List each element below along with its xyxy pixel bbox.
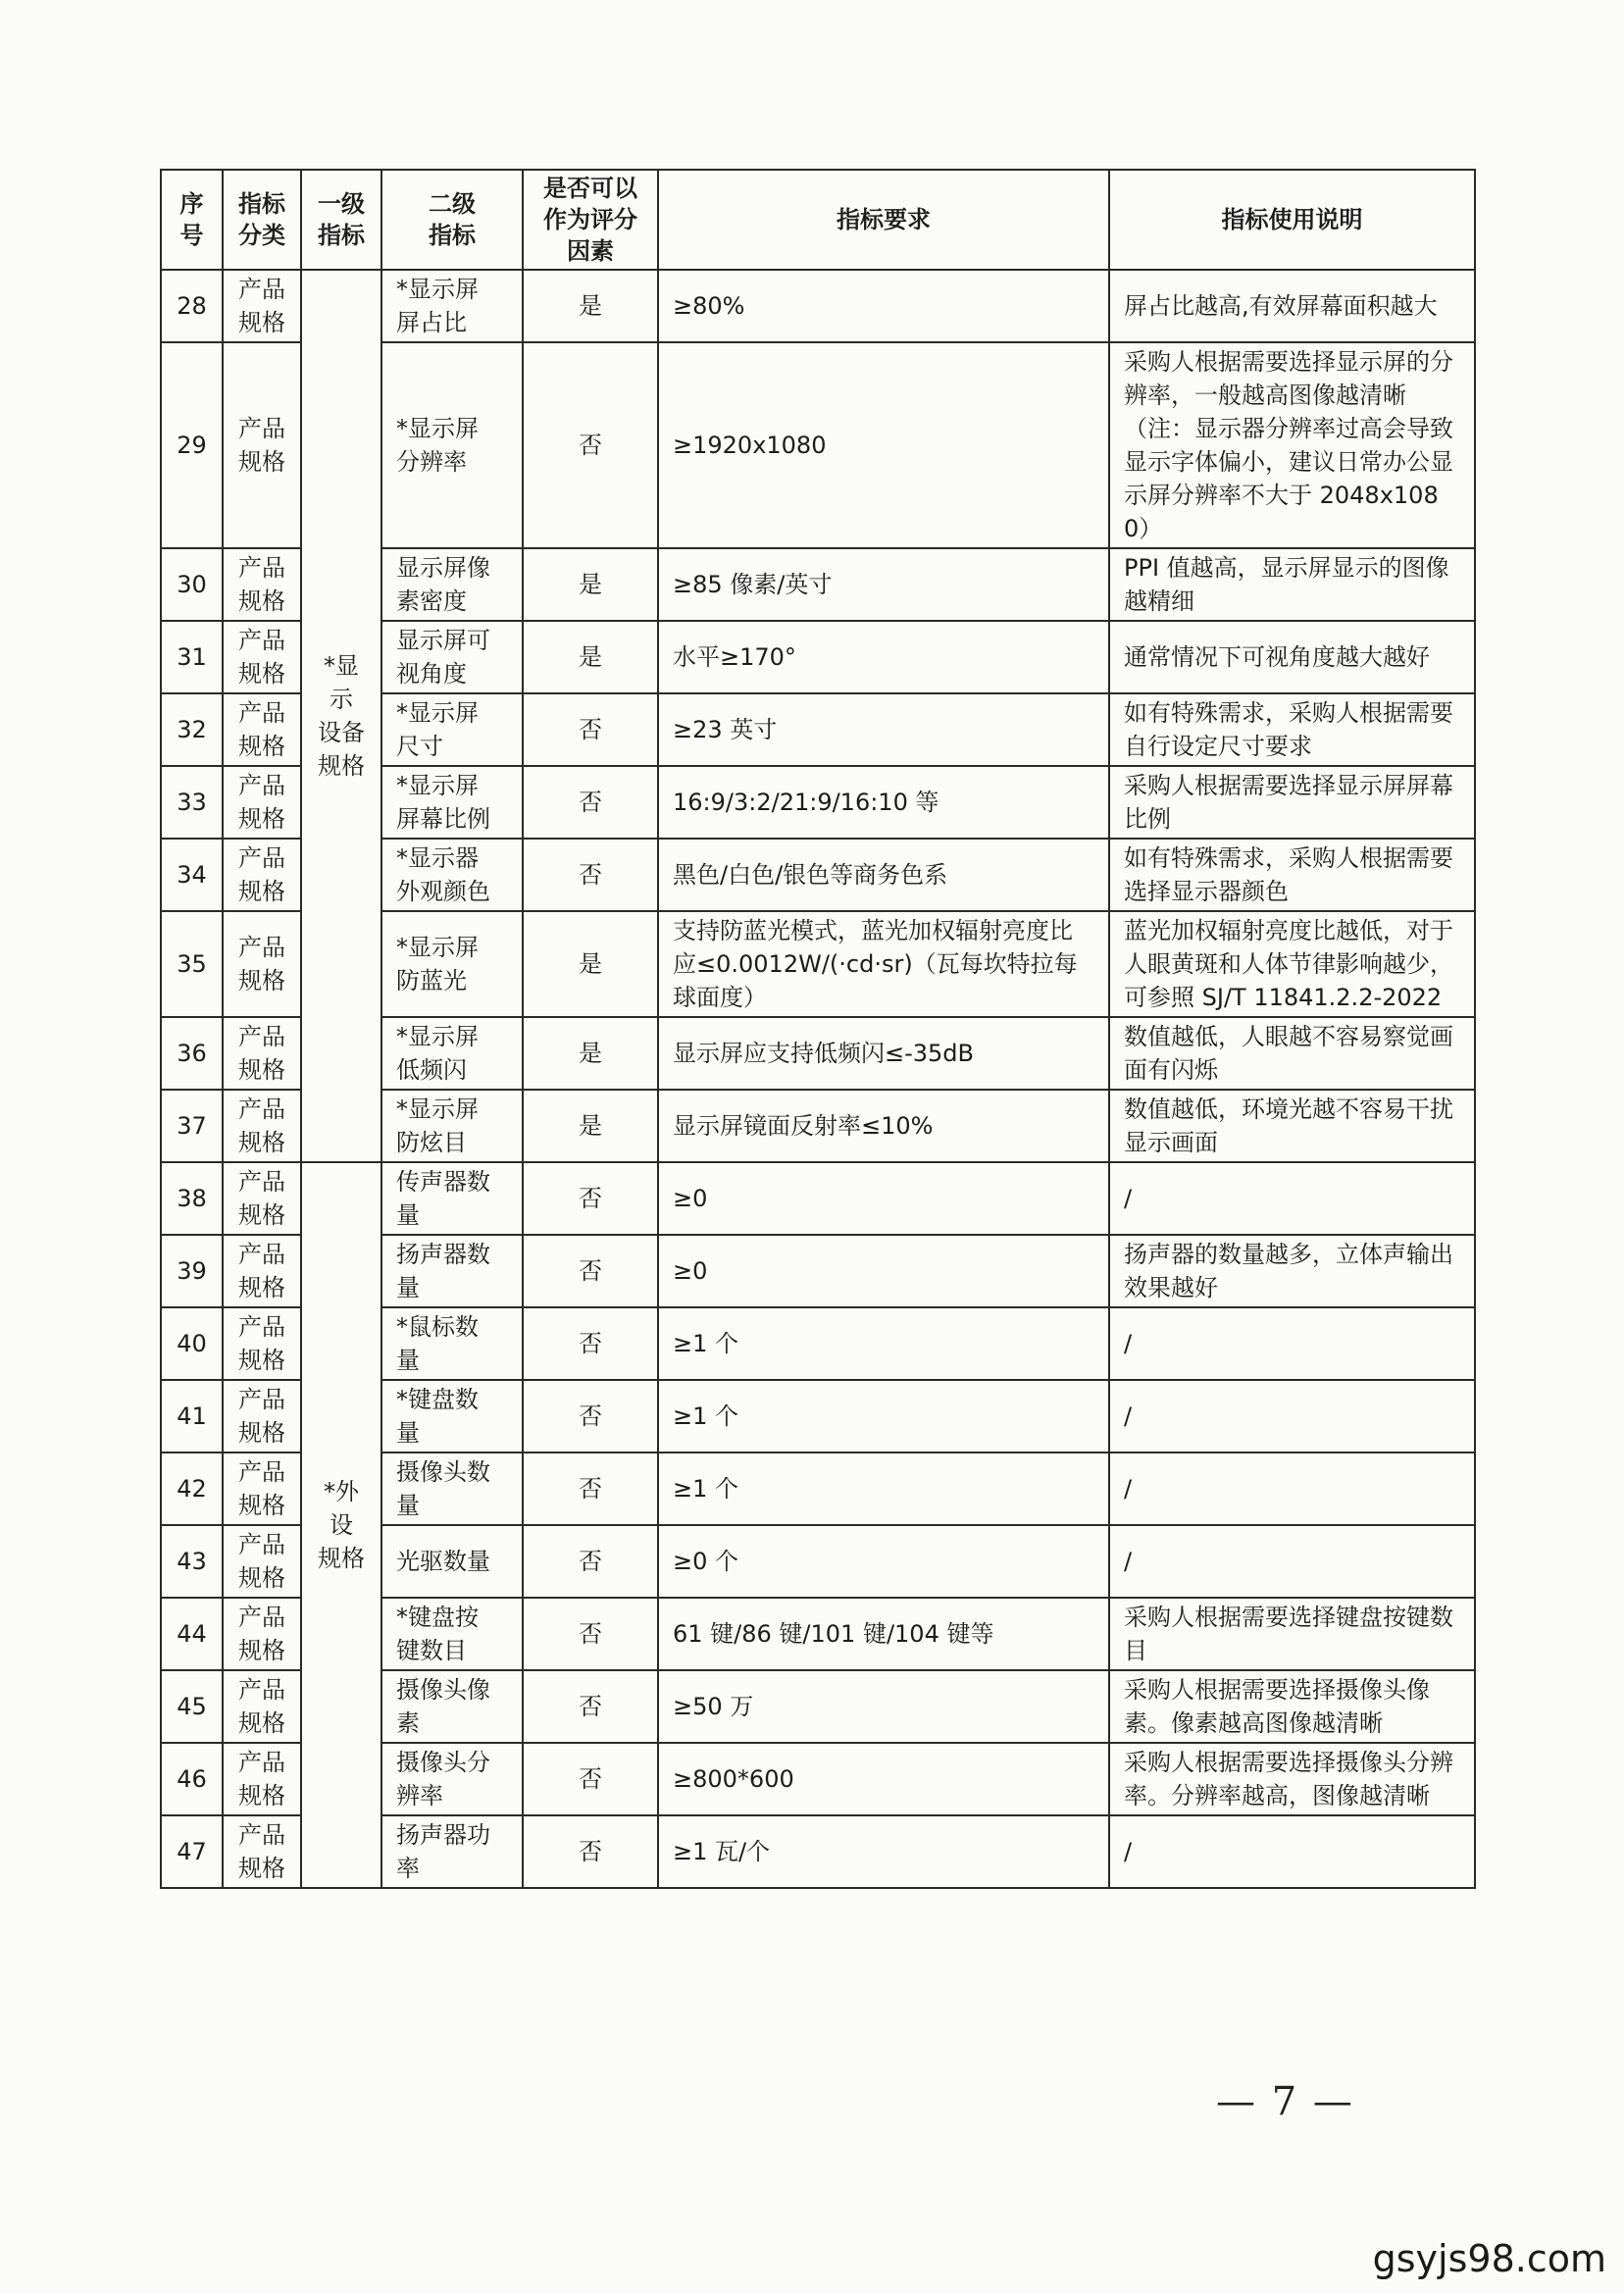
row-note: /	[1109, 1307, 1475, 1380]
header-level1: 一级 指标	[301, 170, 381, 270]
row-scoring: 否	[523, 766, 658, 839]
table-header-row	[161, 170, 1475, 270]
row-note: 采购人根据需要选择摄像头像素。像素越高图像越清晰	[1109, 1670, 1475, 1743]
row-note: 采购人根据需要选择显示屏的分辨率，一般越高图像越清晰（注：显示器分辨率过高会导致显示字体偏小，建议日常办公显示屏分辨率不大于 2048x1080）	[1109, 342, 1475, 548]
row-category: 产品 规格	[223, 1090, 301, 1162]
row-note: /	[1109, 1453, 1475, 1525]
row-scoring: 否	[523, 342, 658, 548]
row-number: 42	[161, 1453, 223, 1525]
row-category: 产品 规格	[223, 911, 301, 1017]
row-scoring: 否	[523, 1162, 658, 1235]
row-number: 35	[161, 911, 223, 1017]
row-number: 29	[161, 342, 223, 548]
row-requirement: ≥85 像素/英寸	[658, 548, 1109, 621]
row-level2: 摄像头数 量	[381, 1453, 523, 1525]
header-level2: 二级 指标	[381, 170, 523, 270]
row-note: 如有特殊需求，采购人根据需要自行设定尺寸要求	[1109, 693, 1475, 766]
row-level2: *鼠标数 量	[381, 1307, 523, 1380]
row-requirement: 黑色/白色/银色等商务色系	[658, 839, 1109, 911]
row-scoring: 否	[523, 1670, 658, 1743]
row-requirement: ≥1 个	[658, 1307, 1109, 1380]
row-note: 数值越低，人眼越不容易察觉画面有闪烁	[1109, 1017, 1475, 1090]
row-level1: *显示 设备 规格	[301, 270, 381, 1162]
row-level2: *键盘数 量	[381, 1380, 523, 1453]
row-level2: *显示屏 防蓝光	[381, 911, 523, 1017]
row-requirement: 16:9/3:2/21:9/16:10 等	[658, 766, 1109, 839]
row-note: 屏占比越高,有效屏幕面积越大	[1109, 270, 1475, 342]
row-scoring: 否	[523, 693, 658, 766]
row-note: /	[1109, 1815, 1475, 1888]
row-requirement: ≥0	[658, 1235, 1109, 1307]
table-row	[161, 270, 1475, 342]
row-level2: *显示屏 分辨率	[381, 342, 523, 548]
row-category: 产品 规格	[223, 1525, 301, 1598]
row-requirement: ≥80%	[658, 270, 1109, 342]
row-scoring: 是	[523, 270, 658, 342]
row-note: /	[1109, 1380, 1475, 1453]
row-scoring: 否	[523, 1598, 658, 1670]
row-scoring: 是	[523, 1090, 658, 1162]
row-requirement: 支持防蓝光模式，蓝光加权辐射亮度比应≤0.0012W/(·cd·sr)（瓦每坎特拉每球面度）	[658, 911, 1109, 1017]
row-note: 采购人根据需要选择键盘按键数目	[1109, 1598, 1475, 1670]
row-note: /	[1109, 1525, 1475, 1598]
row-category: 产品 规格	[223, 1017, 301, 1090]
row-number: 37	[161, 1090, 223, 1162]
row-note: 蓝光加权辐射亮度比越低，对于人眼黄斑和人体节律影响越少，可参照 SJ/T 11841.2.2-2022	[1109, 911, 1475, 1017]
row-category: 产品 规格	[223, 1598, 301, 1670]
row-number: 40	[161, 1307, 223, 1380]
page-number: — 7 —	[1216, 2079, 1354, 2124]
row-number: 39	[161, 1235, 223, 1307]
row-requirement: ≥1 个	[658, 1453, 1109, 1525]
row-level2: *显示屏 低频闪	[381, 1017, 523, 1090]
row-level2: 显示屏像 素密度	[381, 548, 523, 621]
row-number: 36	[161, 1017, 223, 1090]
row-level2: *显示屏 屏占比	[381, 270, 523, 342]
row-number: 43	[161, 1525, 223, 1598]
row-level2: *显示屏 尺寸	[381, 693, 523, 766]
row-number: 44	[161, 1598, 223, 1670]
row-requirement: ≥1920x1080	[658, 342, 1109, 548]
row-category: 产品 规格	[223, 1162, 301, 1235]
row-category: 产品 规格	[223, 1235, 301, 1307]
row-requirement: ≥1 个	[658, 1380, 1109, 1453]
row-level2: *显示屏 防炫目	[381, 1090, 523, 1162]
header-note: 指标使用说明	[1109, 170, 1475, 270]
row-note: 采购人根据需要选择显示屏屏幕比例	[1109, 766, 1475, 839]
row-level2: 传声器数 量	[381, 1162, 523, 1235]
watermark: gsyjs98.com	[1372, 2237, 1606, 2280]
row-level2: *显示器 外观颜色	[381, 839, 523, 911]
spec-table-container	[160, 169, 1476, 1889]
row-scoring: 否	[523, 1380, 658, 1453]
row-category: 产品 规格	[223, 839, 301, 911]
row-number: 34	[161, 839, 223, 911]
row-scoring: 是	[523, 1017, 658, 1090]
spec-table	[160, 169, 1476, 1889]
row-scoring: 否	[523, 1453, 658, 1525]
row-category: 产品 规格	[223, 1453, 301, 1525]
row-category: 产品 规格	[223, 270, 301, 342]
header-requirement: 指标要求	[658, 170, 1109, 270]
row-number: 30	[161, 548, 223, 621]
row-requirement: 显示屏镜面反射率≤10%	[658, 1090, 1109, 1162]
row-level2: *显示屏 屏幕比例	[381, 766, 523, 839]
row-requirement: ≥50 万	[658, 1670, 1109, 1743]
row-category: 产品 规格	[223, 766, 301, 839]
row-number: 33	[161, 766, 223, 839]
row-level2: 光驱数量	[381, 1525, 523, 1598]
row-level2: 摄像头分 辨率	[381, 1743, 523, 1815]
row-category: 产品 规格	[223, 1815, 301, 1888]
row-note: 如有特殊需求，采购人根据需要选择显示器颜色	[1109, 839, 1475, 911]
row-number: 41	[161, 1380, 223, 1453]
row-level2: 摄像头像 素	[381, 1670, 523, 1743]
row-number: 31	[161, 621, 223, 693]
row-requirement: 显示屏应支持低频闪≤-35dB	[658, 1017, 1109, 1090]
row-scoring: 否	[523, 1525, 658, 1598]
row-level2: 显示屏可 视角度	[381, 621, 523, 693]
row-scoring: 是	[523, 911, 658, 1017]
row-category: 产品 规格	[223, 1307, 301, 1380]
row-category: 产品 规格	[223, 621, 301, 693]
row-category: 产品 规格	[223, 1743, 301, 1815]
header-scoring: 是否可以 作为评分 因素	[523, 170, 658, 270]
row-note: 数值越低，环境光越不容易干扰显示画面	[1109, 1090, 1475, 1162]
row-number: 47	[161, 1815, 223, 1888]
table-row	[161, 1162, 1475, 1235]
header-category: 指标 分类	[223, 170, 301, 270]
row-scoring: 是	[523, 548, 658, 621]
row-level2: *键盘按 键数目	[381, 1598, 523, 1670]
row-requirement: 水平≥170°	[658, 621, 1109, 693]
row-category: 产品 规格	[223, 1670, 301, 1743]
row-number: 45	[161, 1670, 223, 1743]
table-body	[161, 270, 1475, 1888]
row-note: PPI 值越高，显示屏显示的图像越精细	[1109, 548, 1475, 621]
row-scoring: 否	[523, 839, 658, 911]
row-level2: 扬声器功 率	[381, 1815, 523, 1888]
row-category: 产品 规格	[223, 693, 301, 766]
row-note: /	[1109, 1162, 1475, 1235]
row-category: 产品 规格	[223, 1380, 301, 1453]
row-requirement: ≥800*600	[658, 1743, 1109, 1815]
row-number: 46	[161, 1743, 223, 1815]
row-requirement: 61 键/86 键/101 键/104 键等	[658, 1598, 1109, 1670]
row-category: 产品 规格	[223, 342, 301, 548]
row-scoring: 否	[523, 1815, 658, 1888]
row-note: 扬声器的数量越多，立体声输出效果越好	[1109, 1235, 1475, 1307]
row-scoring: 是	[523, 621, 658, 693]
row-note: 采购人根据需要选择摄像头分辨率。分辨率越高，图像越清晰	[1109, 1743, 1475, 1815]
row-note: 通常情况下可视角度越大越好	[1109, 621, 1475, 693]
row-number: 38	[161, 1162, 223, 1235]
row-requirement: ≥23 英寸	[658, 693, 1109, 766]
row-number: 32	[161, 693, 223, 766]
row-requirement: ≥1 瓦/个	[658, 1815, 1109, 1888]
row-scoring: 否	[523, 1743, 658, 1815]
row-category: 产品 规格	[223, 548, 301, 621]
row-requirement: ≥0	[658, 1162, 1109, 1235]
row-level1: *外设 规格	[301, 1162, 381, 1888]
row-level2: 扬声器数 量	[381, 1235, 523, 1307]
row-scoring: 否	[523, 1235, 658, 1307]
header-no: 序 号	[161, 170, 223, 270]
row-scoring: 否	[523, 1307, 658, 1380]
row-number: 28	[161, 270, 223, 342]
row-requirement: ≥0 个	[658, 1525, 1109, 1598]
